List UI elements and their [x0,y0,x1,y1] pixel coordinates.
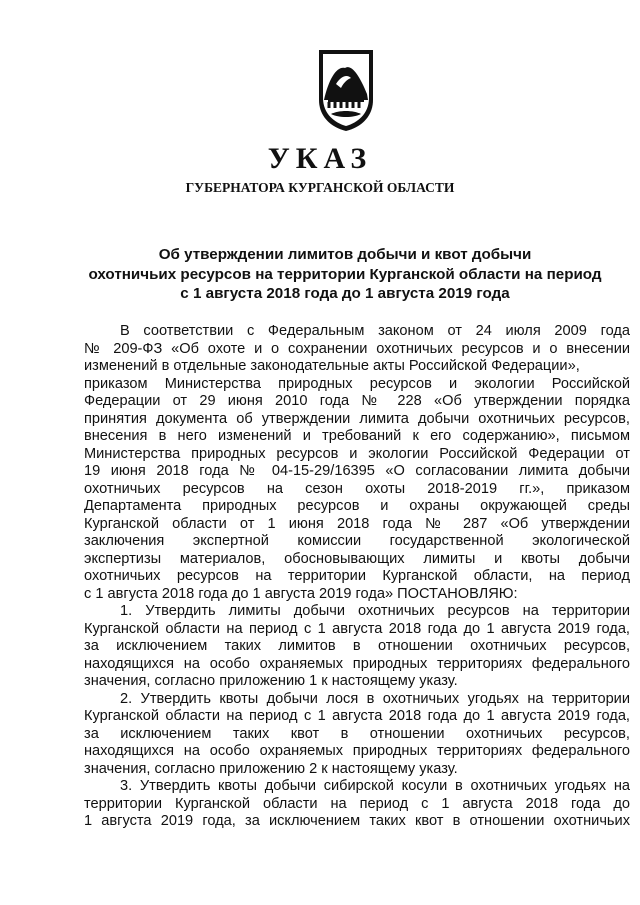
body-text-line: 19 июня 2018 года № 04-15-29/16395 «О согласовании лимита добычи [84,463,630,479]
issuer-heading: ГУБЕРНАТОРА КУРГАНСКОЙ ОБЛАСТИ [185,180,455,195]
body-text-line: Федерации от 29 июня 2010 года № 228 «Об утверждении порядка [84,393,630,409]
body-text-line: 3. Утвердить квоты добычи сибирской косули в охотничьих угодьях на [120,778,630,794]
body-text-line: территории Курганской области на период с 1 августа 2018 года до [84,795,630,812]
body-text-line: Курганской области на период с 1 августа 2018 года до 1 августа 2019 года, [84,708,630,724]
body-text-line: изменений в отдельные законодательные акты Российской Федерации», [84,358,580,374]
decree-title-line: охотничьих ресурсов на территории Курганской области на период [88,265,602,283]
body-text-line: за исключением таких лимитов в отношении охотничьих ресурсов, [84,638,630,654]
decree-title-line: с 1 августа 2018 года до 1 августа 2019 года [180,285,510,302]
body-text-line: заключения экспертной комиссии государственной экологической [84,533,630,549]
body-text-line: экспертизы материалов, обосновывающих лимиты и квоты добычи [84,550,630,567]
body-text-line: 1. Утвердить лимиты добычи охотничьих ресурсов на территории [120,603,630,619]
body-text-line: принятия документа об утверждении лимита добычи охотничьих ресурсов, [84,410,630,427]
decree-body [84,323,630,831]
body-text-line: Курганской области от 1 июня 2018 года № 287 «Об утверждении [84,515,630,532]
body-text-line: охотничьих ресурсов на сезон охоты 2018-2019 гг.», приказом [84,480,630,497]
body-text-line: № 209-ФЗ «Об охоте и о сохранении охотничьих ресурсов и о внесении [84,340,630,357]
body-text-line: внесения в него изменений и требований к его содержанию», письмом [84,428,630,444]
body-text-line: находящихся на особо охраняемых природных территориях федерального [84,655,630,672]
document-type-heading: УКАЗ [267,142,373,175]
body-text-line: приказом Министерства природных ресурсов и экологии Российской [84,375,630,392]
body-text-line: Курганской области на период с 1 августа 2018 года до 1 августа 2019 года, [84,620,630,637]
kurgan-coat-of-arms-icon [317,48,375,132]
body-text-line: охотничьих ресурсов на территории Курганской области, на период [84,568,630,584]
body-text-line: Департамента природных ресурсов и охраны окружающей среды [84,498,630,514]
body-text-line: за исключением таких квот в отношении охотничьих ресурсов, [84,725,630,742]
body-text-line: значения, согласно приложению 2 к настоящему указу. [84,760,458,777]
body-text-line: находящихся на особо охраняемых природных территориях федерального [84,743,630,759]
body-text-line: В соответствии с Федеральным законом от 24 июля 2009 года [120,323,630,339]
body-text-line: с 1 августа 2018 года до 1 августа 2019 года» ПОСТАНОВЛЯЮ: [84,585,518,602]
body-text-line: значения, согласно приложению 1 к настоящему указу. [84,673,458,689]
body-text-line: Министерства природных ресурсов и экологии Российской Федерации от [84,445,630,462]
body-text-line: 1 августа 2019 года, за исключением таких квот в отношении охотничьих [84,813,630,829]
decree-title [60,245,630,304]
decree-title-line: Об утверждении лимитов добычи и квот добычи [158,246,532,263]
body-text-line: 2. Утвердить квоты добычи лося в охотничьих угодьях на территории [120,690,630,707]
